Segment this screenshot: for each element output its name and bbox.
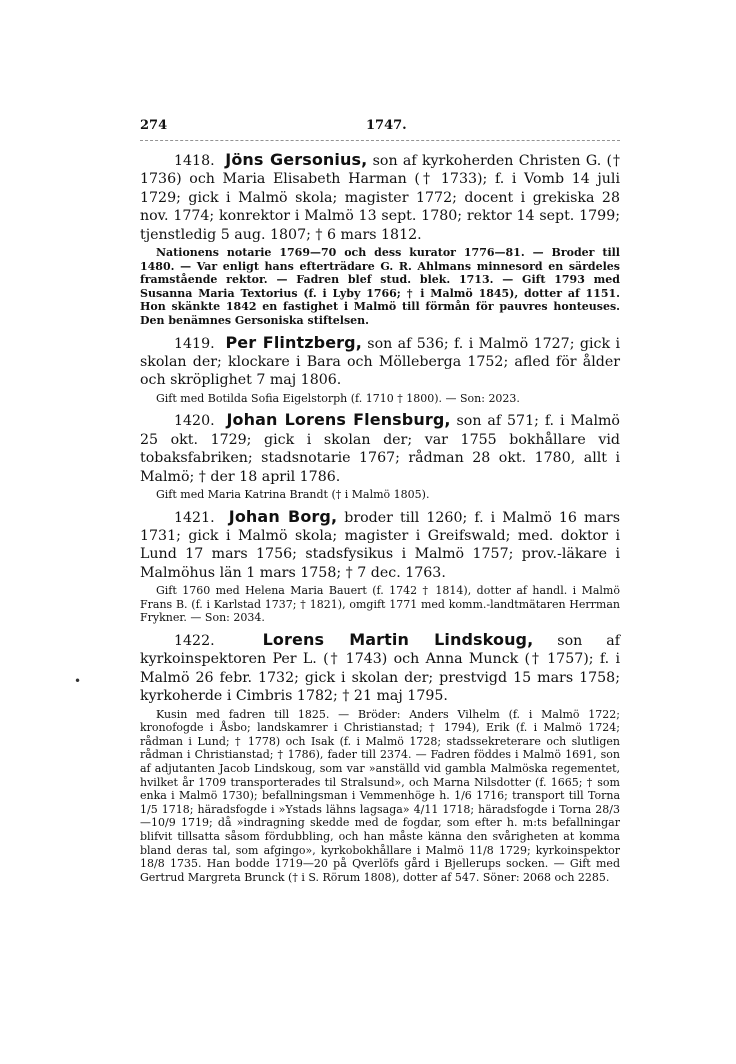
entry-name: Per Flintzberg, [225,332,362,352]
entry-number: 1419. [174,335,215,352]
entry-body: son af kyrkoherden Christen G. († 1736) och Maria Elisabeth Harman († 1733); f. i Vomb 14 juli 1729; gick i Malmö skola; magister 1772; docent i grekiska 28 nov. 1774; konrektor i Malmö 13 sept. 1780; rektor 14 sept. 1799; tjenstledig 5 aug. 1807; † 6 mars 1812. [140,153,620,243]
entry-name: Lorens Martin Lindskoug, [262,630,534,650]
entry-body: son af 536; f. i Malmö 1727; gick i skolan der; klockare i Bara och Mölleberga 1752; afled för ålder och skröplighet 7 maj 1806. [140,335,620,389]
entry-note: Nationens notarie 1769—70 och dess kurator 1776—81. — Broder till 1480. — Var enligt hans efterträdare G. R. Ahlmans minnesord en särdeles framstående rektor. — Fadren blef stud. blek. 1713. — Gift 1793 med Susanna Maria Textorius (f. i Lyby 1766; † i Malmö 1845), dotter af 1151. Hon skänkte 1842 en fastighet i Malmö till förmån för pauvres honteuses. Den benämnes Gersoniska stiftelsen. [140,246,620,327]
entry-1422 [140,631,620,884]
entry-1420 [140,411,620,501]
entry-text [140,631,620,706]
margin-mark: • [74,674,82,688]
entry-note: Gift med Maria Katrina Brandt († i Malmö 1805). [156,488,430,502]
page [140,118,620,884]
entry-text [140,334,620,390]
entry-note: Kusin med fadren till 1825. — Bröder: Anders Vilhelm (f. i Malmö 1722; kronofogde i Åsbo; landskamrer i Christianstad; † 1794), Erik (f. i Malmö 1724; rådman i Lund; † 1778) och Isak (f. i Malmö 1728; stadssekreterare och slutligen rådman i Christianstad; † 1786), fader till 2374. — Fadren föddes i Malmö 1691, son af adjutanten Jacob Lindskoug, som var »anställd vid gambla Malmöska regementet, hvilket år 1709 transporterades til Stralsund», och Marna Nilsdotter (f. 1665; † som enka i Malmö 1730); befallningsman i Vemmenhöge h. 1/6 1716; transport till Torna 1/5 1718; häradsfogde i »Ystads lähns lagsaga» 4/11 1718; häradsfogde i Torna 28/3—10/9 1719; då »indragning skedde med de fogdar, som efter h. m:ts befallningar blifvit tillsatta såsom fördubbling, och han måste känna den svårigheten at komma bland deras tal, som afgingo», kyrkobokhållare i Malmö 11/8 1729; kyrkoinspektor 18/8 1735. Han bodde 1719—20 på Qverlöfs gård i Bjellerups socken. — Gift med Gertrud Margreta Brunck († i S. Rörum 1808), dotter af 547. Söner: 2068 och 2285. [140,707,620,884]
header-rule [140,140,620,141]
entry-body: son af 571; f. i Malmö 25 okt. 1729; gick i skolan der; var 1755 bokhållare vid tobaksfabriken; stadsnotarie 1767; rådman 28 okt. 1780, allt i Malmö; † der 18 april 1786. [140,413,620,485]
entry-1418 [140,151,620,328]
entry-name: Jöns Gersonius, [225,150,368,169]
page-header [140,118,620,136]
entry-text [140,411,620,486]
entry-number: 1420. [174,413,215,430]
entry-name: Johan Borg, [228,506,338,526]
entry-1421 [140,508,620,625]
entry-name: Johan Lorens Flensburg, [226,410,451,430]
entry-body: broder till 1260; f. i Malmö 16 mars 1731; gick i Malmö skola; magister i Greifswald; med. doktor i Lund 17 mars 1756; stadsfysikus i Malmö 1757; prov.-läkare i Malmöhus län 1 mars 1758; † 7 dec. 1763. [140,509,620,581]
entry-number: 1422. [174,633,215,650]
entry-text [140,151,620,244]
page-number: 274 [140,118,168,133]
entry-1419 [140,334,620,406]
entry-note: Gift med Botilda Sofia Eigelstorph (f. 1710 † 1800). — Son: 2023. [156,391,520,405]
entry-text [140,508,620,583]
entry-number: 1421. [174,509,215,526]
entry-note: Gift 1760 med Helena Maria Bauert (f. 1742 † 1814), dotter af handl. i Malmö Frans B. (f. i Karlstad 1737; † 1821), omgift 1771 med komm.-landtmätaren Herrman Frykner. — Son: 2034. [140,584,620,625]
entry-number: 1418. [174,153,215,169]
page-year: 1747. [366,118,407,133]
entry-body: son af kyrkoinspektoren Per L. († 1743) och Anna Munck († 1757); f. i Malmö 26 febr. 1732; gick i skolan der; prestvigd 15 mars 1758; kyrkoherde i Cimbris 1782; † 21 maj 1795. [140,633,620,705]
